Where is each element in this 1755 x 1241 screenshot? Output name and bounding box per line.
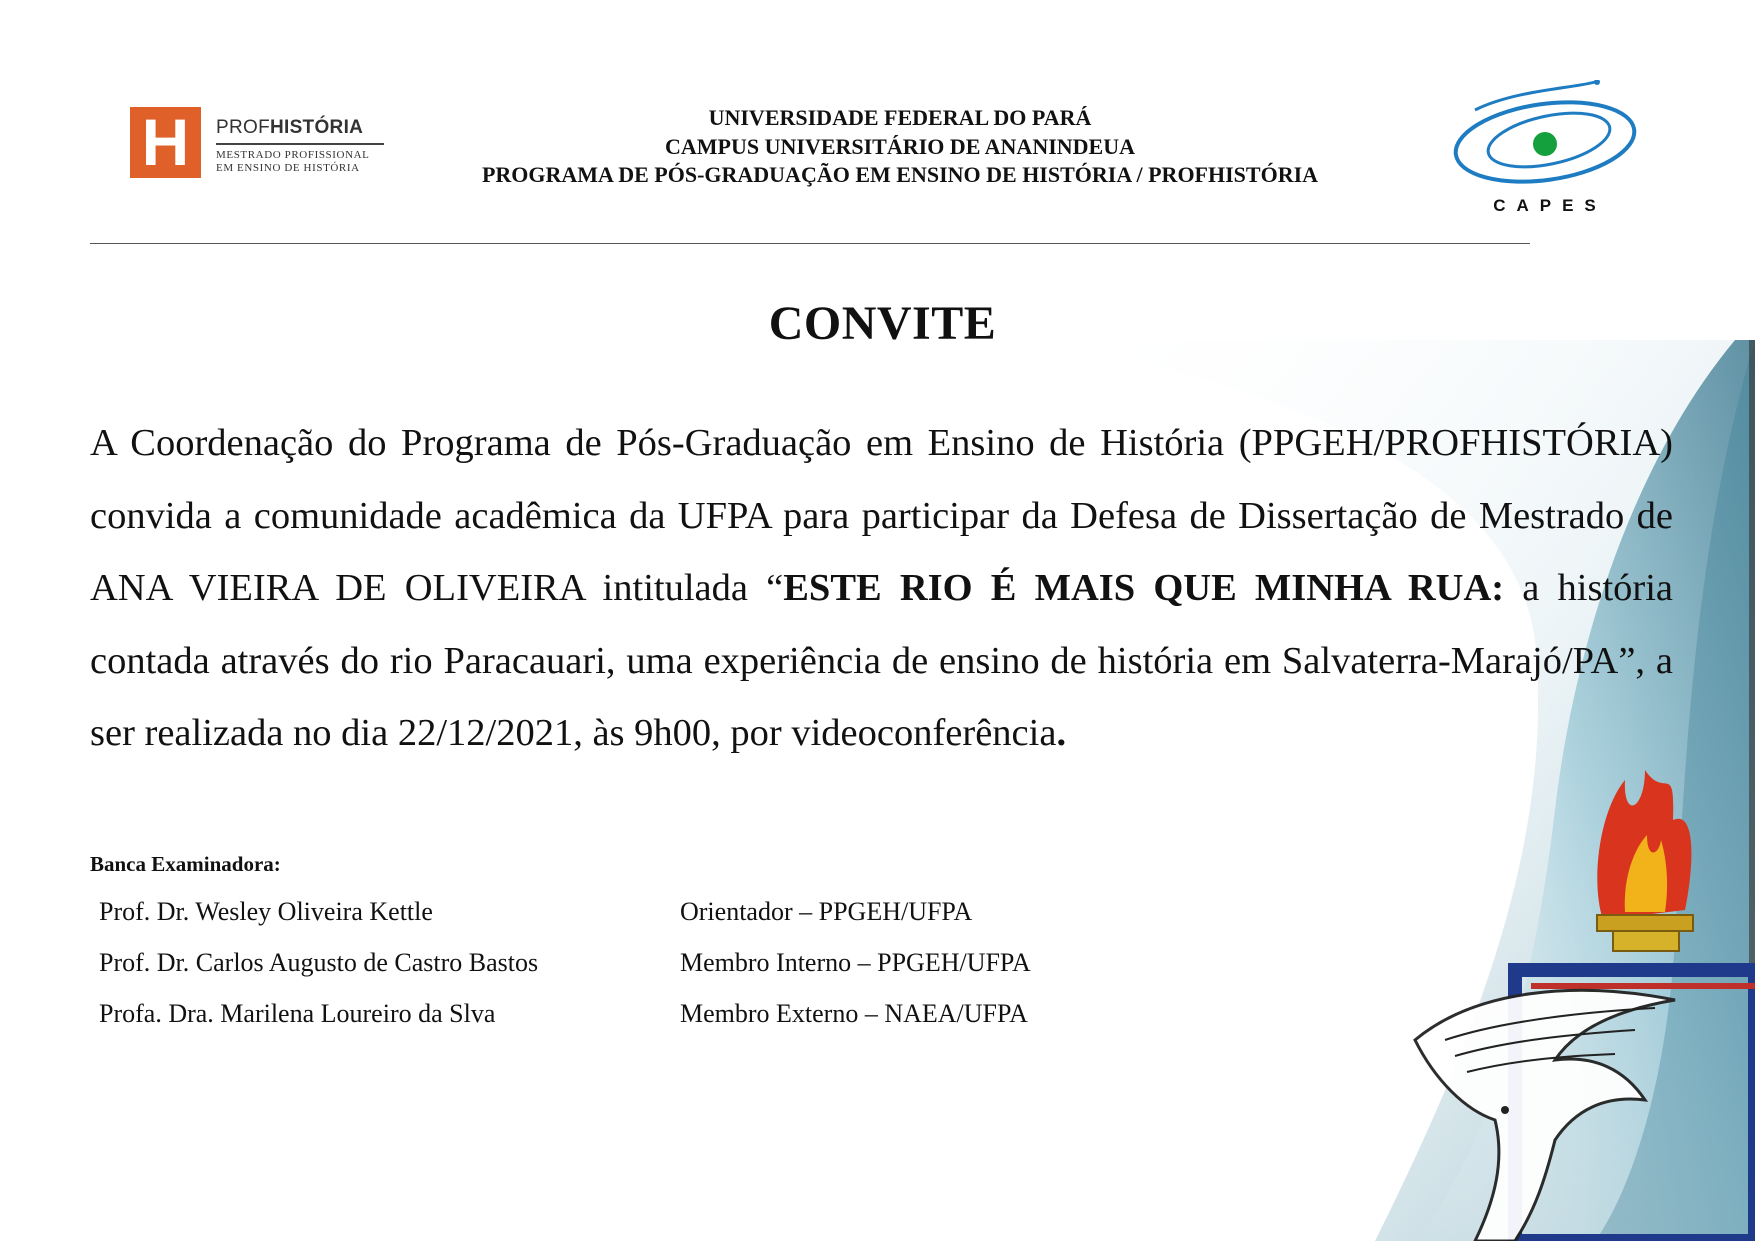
- brand-subtitle: [216, 149, 369, 175]
- invitation-body: [90, 407, 1673, 770]
- capes-wordmark: CAPES: [1493, 196, 1607, 215]
- dissertation-title: ESTE RIO É MAIS QUE MINHA RUA:: [783, 567, 1505, 609]
- institution-line-3: PROGRAMA DE PÓS-GRADUAÇÃO EM ENSINO DE HISTÓRIA / PROFHISTÓRIA: [481, 162, 1319, 187]
- brand-bold: HISTÓRIA: [269, 117, 364, 138]
- member-role-2: Membro Interno – PPGEH/UFPA: [680, 948, 1031, 977]
- brand-rule: [216, 143, 384, 145]
- brand-subtitle-line2: EM ENSINO DE HISTÓRIA: [216, 162, 360, 174]
- capes-logo: [1445, 80, 1645, 220]
- header-divider: [90, 243, 1530, 244]
- member-role-3: Membro Externo – NAEA/UFPA: [680, 999, 1028, 1028]
- body-part-1: A Coordenação do Programa de Pós-Graduação em Ensino de História (PPGEH/PROFHISTÓRIA) convida a comunidade acadêmica da UFPA para participar da Defesa de Dissertação de Mestrado de ANA VIEIRA DE OLIVEIRA intitulada “: [90, 422, 1673, 609]
- profhistoria-h-icon: [130, 107, 201, 178]
- member-role-1: Orientador – PPGEH/UFPA: [680, 897, 973, 926]
- member-name-3: Profa. Dra. Marilena Loureiro da Slva: [99, 999, 496, 1028]
- brand-prefix: PROF: [216, 117, 270, 138]
- body-end-period: .: [1056, 712, 1067, 754]
- profhistoria-brand: [216, 117, 363, 139]
- institution-line-1: UNIVERSIDADE FEDERAL DO PARÁ: [708, 105, 1092, 130]
- body-part-2: a história contada através do rio Paracauari, uma experiência de ensino de história em Salvaterra-Marajó/PA”, a ser realizada no dia 22/12/2021, às 9h00, por videoconferência: [90, 567, 1673, 754]
- brand-subtitle-line1: MESTRADO PROFISSIONAL: [216, 149, 370, 161]
- banca-heading: Banca Examinadora:: [90, 852, 281, 876]
- profhistoria-logo: [130, 107, 390, 179]
- capes-orbit-icon: [1445, 80, 1645, 195]
- institution-header: [400, 104, 1400, 190]
- institution-line-2: CAMPUS UNIVERSITÁRIO DE ANANINDEUA: [665, 133, 1135, 159]
- page-title: CONVITE: [768, 297, 997, 350]
- member-name-2: Prof. Dr. Carlos Augusto de Castro Bastos: [99, 948, 539, 977]
- h-glyph: H: [141, 105, 190, 179]
- member-name-1: Prof. Dr. Wesley Oliveira Kettle: [99, 897, 433, 926]
